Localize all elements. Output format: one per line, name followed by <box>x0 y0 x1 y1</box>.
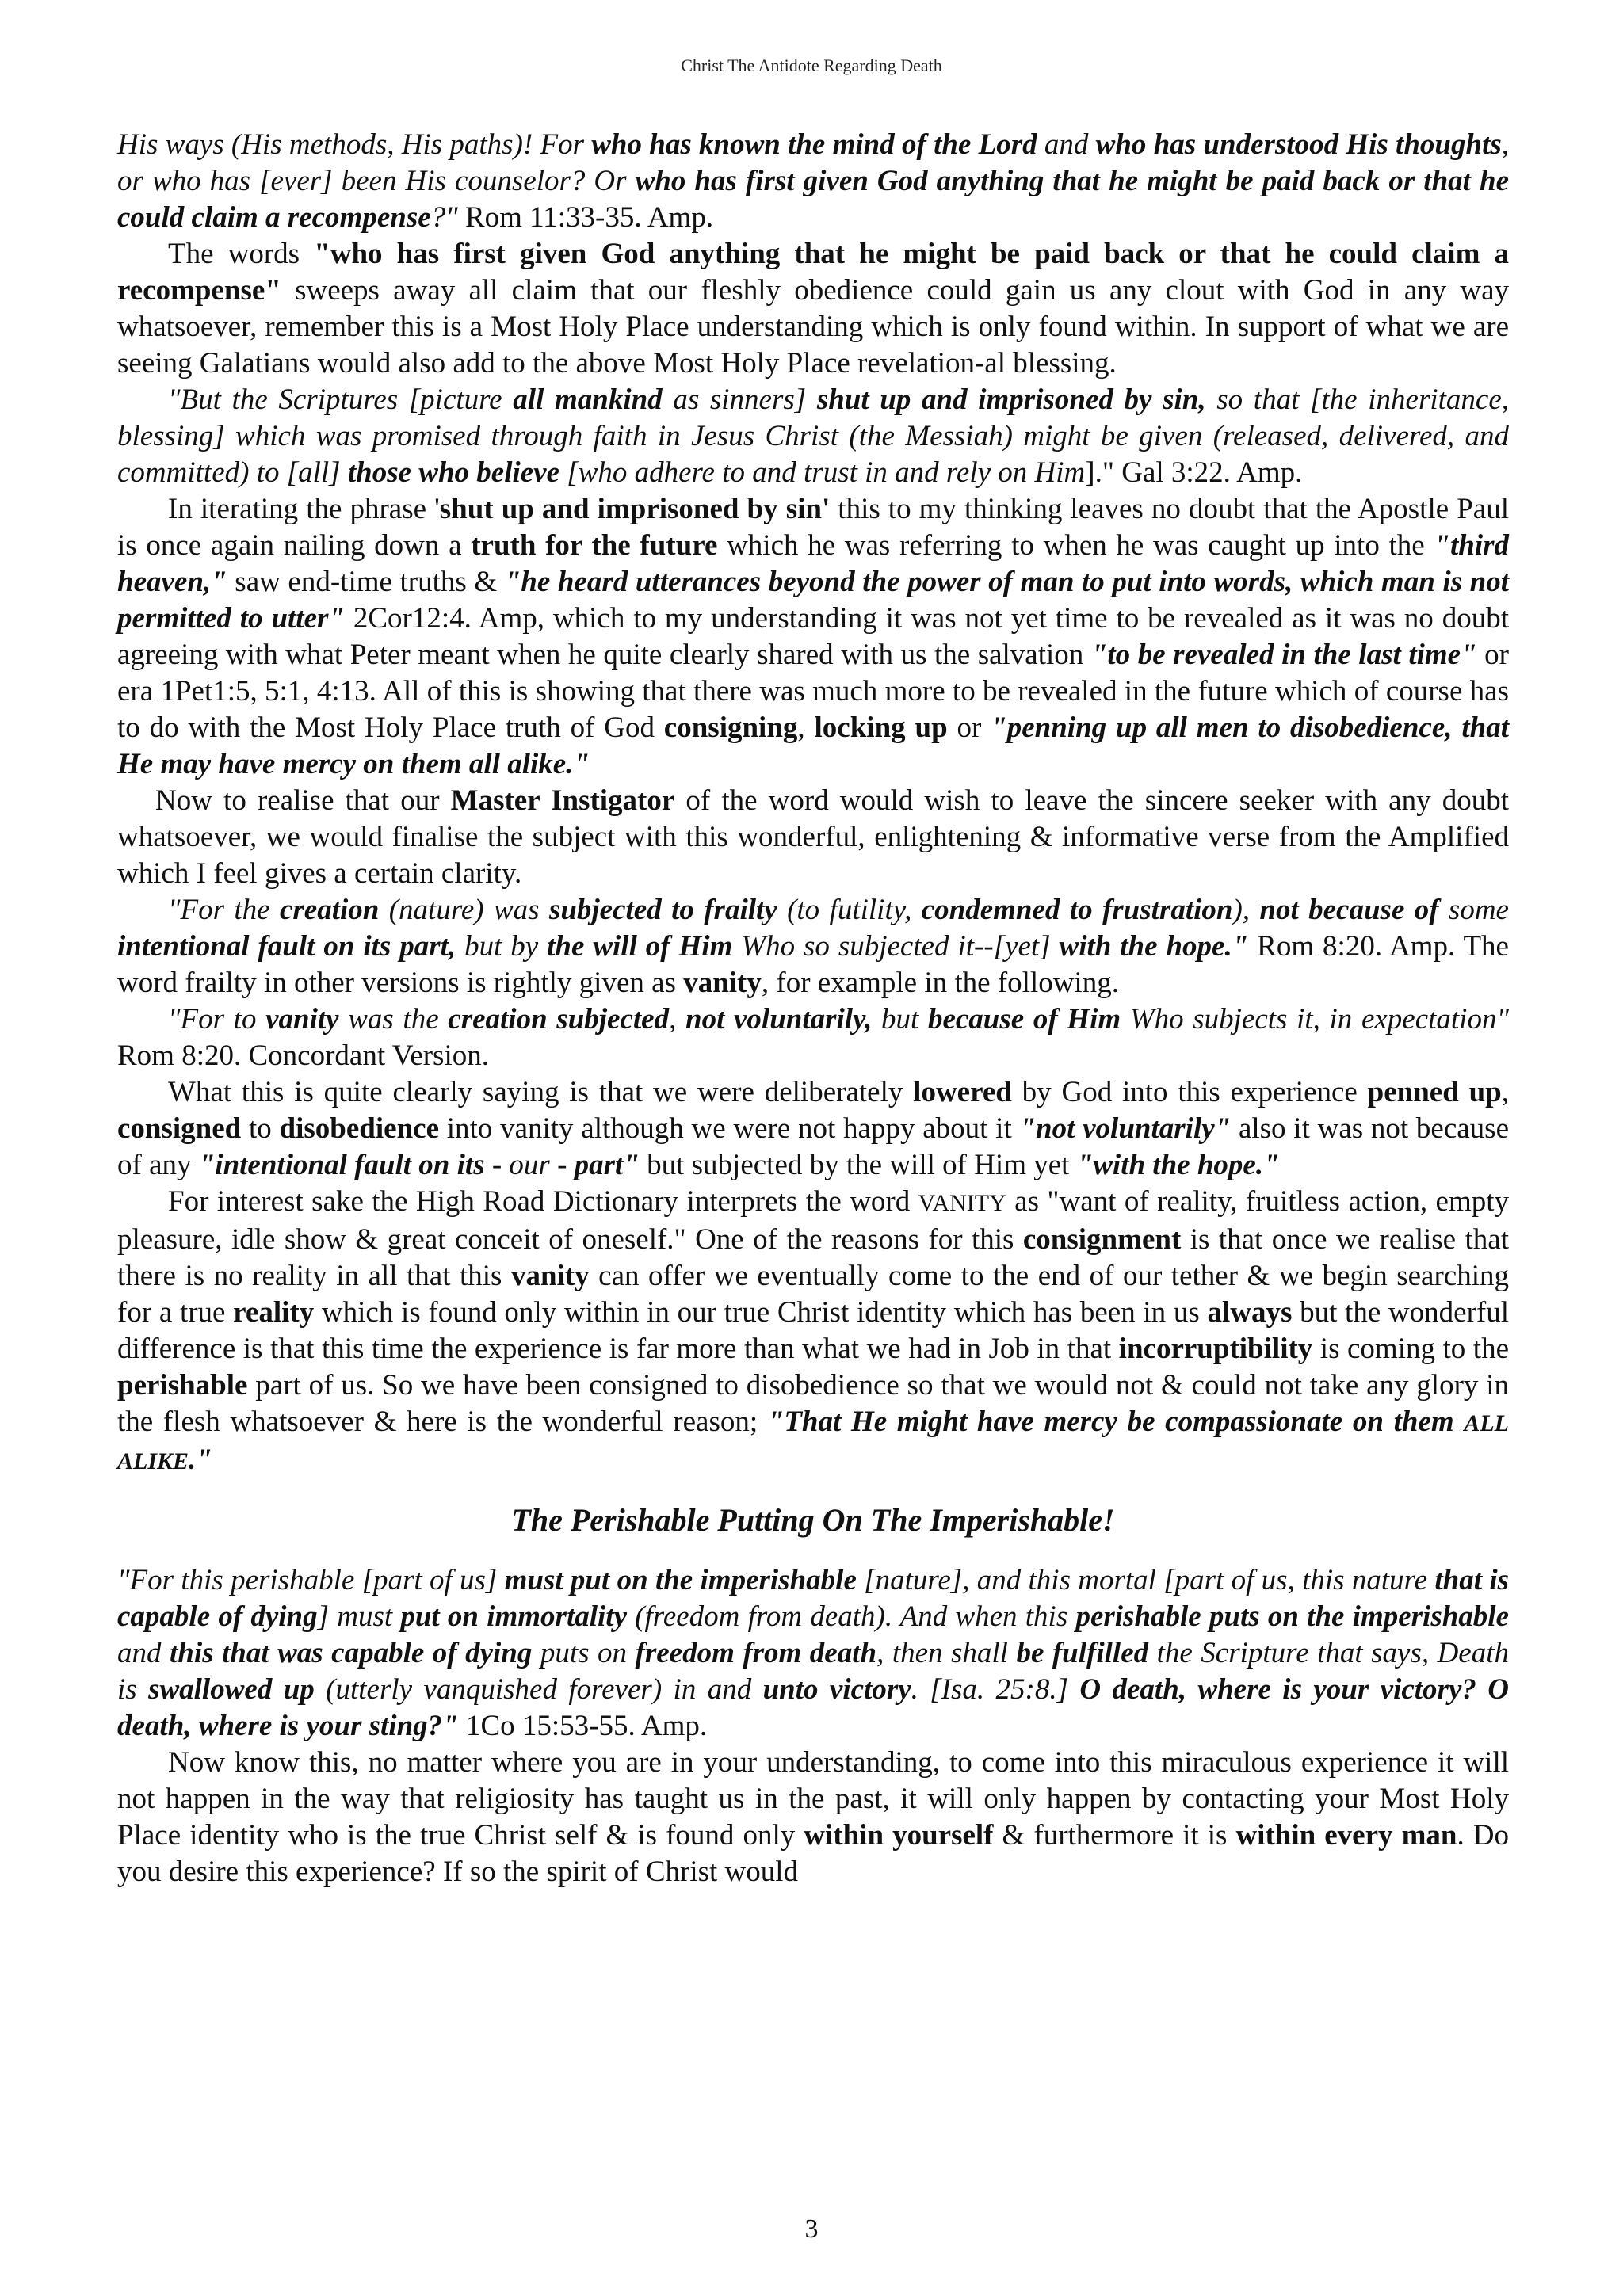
paragraph-5: Now to realise that our Master Instigator of the word would wish to leave the sincere seeker with any doubt whatsoever, we would finalise the subject with this wonderful, enlightening & informative verse from the Amplified which I feel gives a certain clarity. <box>117 784 1509 890</box>
page-number: 3 <box>804 2214 819 2244</box>
section-heading: The Perishable Putting On The Imperishable! <box>511 1502 1115 1538</box>
paragraph-9: For interest sake the High Road Dictionary interprets the word VANITY as "want of reality, fruitless action, empty pleasure, idle show & great conceit of oneself." One of the reasons for this consignment is that once we realise that there is no reality in all that this vanity can offer we eventually come to the end of our tether & we begin searching for a true reality which is found only within in our true Christ identity which has been in us always but the wonderful difference is that this time the experience is far more than what we had in Job in that incorruptibility is coming to the perishable part of us. So we have been consigned to disobedience so that we would not & could not take any glory in the flesh whatsoever & here is the wonderful reason; "That He might have mercy be compassionate on them ALL ALIKE." <box>117 1185 1510 1476</box>
paragraph-3-quote: "But the Scriptures [picture all mankind as sinners] shut up and imprisoned by sin, so that [the inheritance, blessing] which was promised through faith in Jesus Christ (the Messiah) might be given (released, delivered, and committed) to [all] those who believe [who adhere to and trust in and rely on Him]." Gal 3:22. Amp. <box>117 383 1509 489</box>
paragraph-7-quote: "For to vanity was the creation subjected, not voluntarily, but because of Him Who subjects it, in expectation" Rom 8:20. Concordant Version. <box>117 1003 1510 1072</box>
paragraph-6-quote: "For the creation (nature) was subjected to frailty (to futility, condemned to frustration), not because of some intentional fault on its part, but by the will of Him Who so subjected it--[yet] with the hope." Rom 8:20. Amp. The word frailty in other versions is rightly given as vanity, for example in the following. <box>117 894 1509 999</box>
paragraph-8: What this is quite clearly saying is that we were deliberately lowered by God into this experience penned up, consigned to disobedience into vanity although we were not happy about it "not voluntarily" also it was not because of any "intentional fault on its - our - part" but subjected by the will of Him yet "with the hope." <box>117 1076 1510 1181</box>
paragraph-4: In iterating the phrase 'shut up and imprisoned by sin' this to my thinking leaves no doubt that the Apostle Paul is once again nailing down a truth for the future which he was referring to when he was caught up into the "third heaven," saw end-time truths & "he heard utterances beyond the power of man to put into words, which man is not permitted to utter" 2Cor12:4. Amp, which to my understanding it was not yet time to be revealed as it was no doubt agreeing with what Peter meant when he quite clearly shared with us the salvation "to be revealed in the last time" or era 1Pet1:5, 5:1, 4:13. All of this is showing that there was much more to be revealed in the future which of course has to do with the Most Holy Place truth of God consigning, locking up or "penning up all men to disobedience, that He may have mercy on them all alike." <box>117 493 1510 780</box>
paragraph-10-quote: "For this perishable [part of us] must put on the imperishable [nature], and this mortal [part of us, this nature that is capable of dying] must put on immortality (freedom from death). And when this perishable puts on the imperishable and this that was capable of dying puts on freedom from death, then shall be fulfilled the Scripture that says, Death is swallowed up (utterly vanquished forever) in and unto victory. [Isa. 25:8.] O death, where is your victory? O death, where is your sting?" 1Co 15:53-55. Amp. <box>117 1564 1510 1742</box>
paragraph-2: The words "who has first given God anything that he might be paid back or that he could claim a recompense" sweeps away all claim that our fleshly obedience could gain us any clout with God in any way whatsoever, remember this is a Most Holy Place understanding which is only found within. In support of what we are seeing Galatians would also add to the above Most Holy Place revelation-al blessing. <box>117 238 1510 379</box>
body-text <box>117 127 1509 1890</box>
running-header: Christ The Antidote Regarding Death <box>681 55 942 75</box>
paragraph-1: His ways (His methods, His paths)! For who has known the mind of the Lord and who has understood His thoughts, or who has [ever] been His counselor? Or who has first given God anything that he might be paid back or that he could claim a recompense?" Rom 11:33-35. Amp. <box>117 128 1509 234</box>
paragraph-11: Now know this, no matter where you are in your understanding, to come into this miraculous experience it will not happen in the way that religiosity has taught us in the past, it will only happen by contacting your Most Holy Place identity who is the true Christ self & is found only within yourself & furthermore it is within every man. Do you desire this experience? If so the spirit of Christ would <box>117 1746 1509 1888</box>
